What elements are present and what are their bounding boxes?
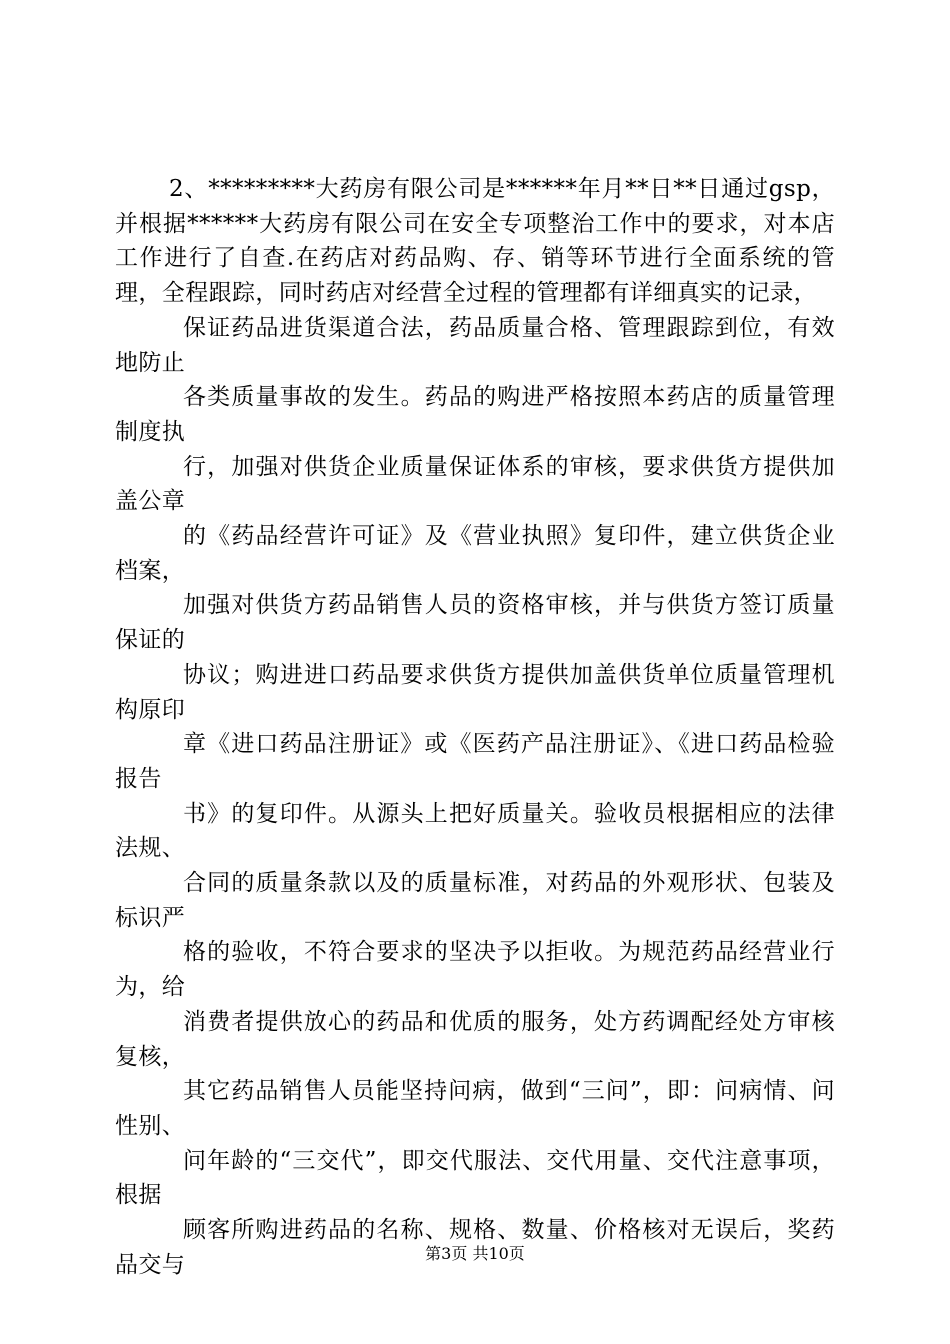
paragraph-9: 书》的复印件。从源头上把好质量关。验收员根据相应的法律法规、 (115, 800, 835, 862)
paragraph-3: 各类质量事故的发生。药品的购进严格按照本药店的质量管理制度执 (115, 384, 835, 445)
paragraph-5: 的《药品经营许可证》及《营业执照》复印件，建立供货企业档案， (115, 523, 835, 584)
paragraph-12: 消费者提供放心的药品和优质的服务，处方药调配经处方审核复核， (115, 1008, 835, 1070)
page-footer (0, 1244, 950, 1264)
paragraph-13: 其它药品销售人员能坚持问病，做到“三问”，即：问病情、问性别、 (115, 1078, 835, 1139)
body-text (115, 172, 835, 1283)
paragraph-15: 顾客所购进药品的名称、规格、数量、价格核对无误后，奖药品交与 (115, 1217, 835, 1278)
page-number: 第3页 共10页 (425, 1244, 525, 1263)
paragraph-11: 格的验收，不符合要求的坚决予以拒收。为规范药品经营业行为，给 (115, 939, 835, 1001)
paragraph-2: 保证药品进货渠道合法，药品质量合格、管理跟踪到位，有效地防止 (115, 314, 835, 376)
paragraph-10: 合同的质量条款以及的质量标准，对药品的外观形状、包装及标识严 (115, 870, 835, 931)
paragraph-1: 2、*********大药房有限公司是******年月**日**日通过gsp，并根据******大药房有限公司在安全专项整治工作中的要求，对本店工作进行了自查.在药店对药品购、存、销等环节进行全面系统的管理，全程跟踪，同时药店对经营全过程的管理都有详细真实的记录， (115, 176, 835, 307)
paragraph-6: 加强对供货方药品销售人员的资格审核，并与供货方签订质量保证的 (115, 592, 835, 654)
paragraph-14: 问年龄的“三交代”，即交代服法、交代用量、交代注意事项，根据 (115, 1147, 835, 1209)
paragraph-8: 章《进口药品注册证》或《医药产品注册证》、《进口药品检验报告 (115, 731, 835, 792)
paragraph-7: 协议；购进进口药品要求供货方提供加盖供货单位质量管理机构原印 (115, 661, 835, 723)
paragraph-4: 行，加强对供货企业质量保证体系的审核，要求供货方提供加盖公章 (115, 453, 835, 515)
